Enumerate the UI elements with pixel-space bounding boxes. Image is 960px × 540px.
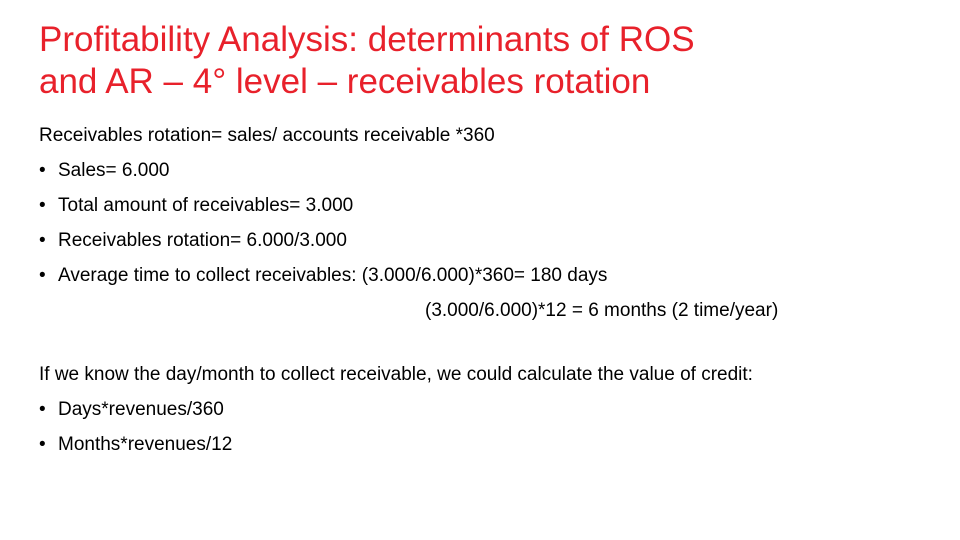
bullet-text: Months*revenues/12 [58, 434, 233, 455]
definition-line: Receivables rotation= sales/ accounts receivable *360 [39, 125, 495, 146]
credit-paragraph: If we know the day/month to collect receivable, we could calculate the value of credit: [39, 364, 753, 385]
bullet-item-days [39, 392, 919, 427]
bullet-marker: • [39, 195, 46, 216]
bullet-item-receivables [39, 188, 919, 223]
bullet-marker: • [39, 265, 46, 286]
spacer [39, 328, 919, 364]
bullet-item-average-time [39, 258, 919, 293]
slide-title [39, 19, 929, 103]
bullet-text: Days*revenues/360 [58, 399, 224, 420]
continuation-line: (3.000/6.000)*12 = 6 months (2 time/year) [425, 300, 779, 321]
title-line-2: and AR – 4° level – receivables rotation [39, 62, 651, 101]
bullet-marker: • [39, 160, 46, 181]
bullet-item-rotation [39, 223, 919, 258]
bullet-text: Total amount of receivables= 3.000 [58, 195, 354, 216]
bullet-item-sales [39, 153, 919, 188]
bullet-marker: • [39, 230, 46, 251]
slide-body [39, 118, 919, 462]
bullet-text: Average time to collect receivables: (3.000/6.000)*360= 180 days [58, 265, 608, 286]
bullet-marker: • [39, 399, 46, 420]
title-line-1: Profitability Analysis: determinants of ROS [39, 20, 695, 59]
bullet-item-months [39, 427, 919, 462]
bullet-text: Receivables rotation= 6.000/3.000 [58, 230, 347, 251]
bullet-marker: • [39, 434, 46, 455]
bullet-text: Sales= 6.000 [58, 160, 170, 181]
